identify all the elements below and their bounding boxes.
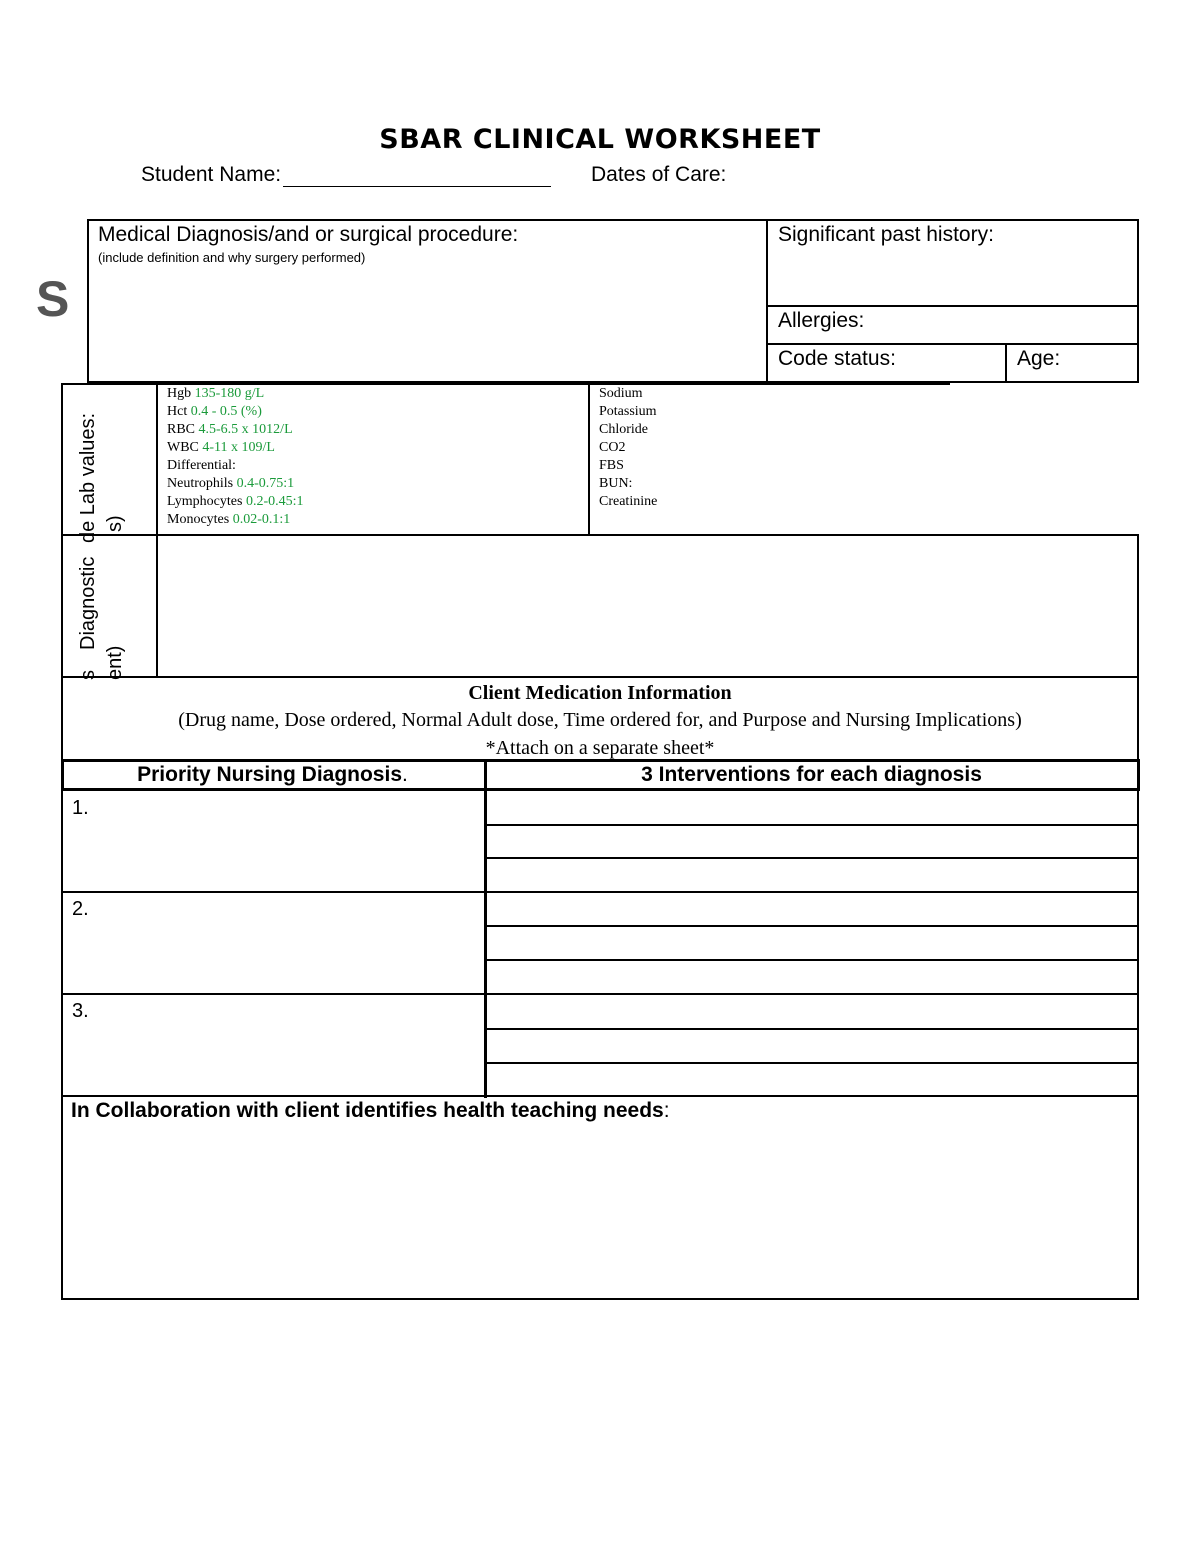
intervention-line: [484, 925, 1139, 927]
student-name-line[interactable]: [283, 164, 551, 187]
left-border: [61, 383, 63, 1298]
intervention-line: [484, 959, 1139, 961]
side-label-lab-values: de Lab values:: [77, 412, 99, 543]
intervention-line: [484, 857, 1139, 859]
lab-row: Differential:: [167, 458, 236, 473]
lab-row: BUN:: [599, 476, 633, 491]
page-title: SBAR CLINICAL WORKSHEET: [379, 124, 821, 155]
dates-of-care-label: Dates of Care:: [591, 163, 727, 186]
col-header-interventions: 3 Interventions for each diagnosis: [641, 763, 982, 786]
medication-detail: (Drug name, Dose ordered, Normal Adult dose, Time ordered for, and Purpose and Nursing Implications): [178, 709, 1022, 731]
divider: [1005, 343, 1007, 383]
lab-row: WBC 4-11 x 109/L: [167, 440, 275, 455]
col-header-diagnosis: Priority Nursing Diagnosis.: [137, 763, 408, 786]
code-status-label: Code status:: [778, 347, 896, 370]
divider: [61, 534, 1139, 536]
lab-row: Neutrophils 0.4-0.75:1: [167, 476, 295, 491]
divider: [61, 993, 1139, 995]
divider: [61, 676, 1139, 678]
medication-attach-note: *Attach on a separate sheet*: [485, 737, 715, 759]
diagnosis-row-2: 2.: [72, 898, 89, 920]
diagnosis-row-1: 1.: [72, 797, 89, 819]
lab-row: Hgb 135-180 g/L: [167, 386, 265, 401]
labs-left-list: [167, 385, 582, 533]
side-label-ent: ent): [104, 645, 126, 680]
side-label-s2: s: [77, 670, 99, 680]
student-name-label: Student Name:: [141, 163, 282, 186]
side-label-s: s): [104, 515, 126, 532]
diagnosis-note: (include definition and why surgery performed): [98, 250, 366, 265]
diagnosis-row-3: 3.: [72, 1000, 89, 1022]
intervention-line: [484, 1028, 1139, 1030]
lab-row: CO2: [599, 440, 626, 455]
divider: [61, 891, 1139, 893]
intervention-line: [484, 1062, 1139, 1064]
situation-letter: S: [36, 271, 70, 327]
past-history-label: Significant past history:: [778, 223, 994, 246]
lab-row: Sodium: [599, 386, 643, 401]
divider: [766, 305, 1139, 307]
lab-row: Chloride: [599, 422, 648, 437]
divider: [588, 383, 590, 534]
divider: [766, 343, 1139, 345]
lab-row: RBC 4.5-6.5 x 1012/L: [167, 422, 293, 437]
divider: [156, 383, 158, 676]
divider: [61, 1095, 1139, 1097]
labs-right-list: [599, 385, 939, 511]
allergies-label: Allergies:: [778, 309, 865, 332]
diagnosis-label: Medical Diagnosis/and or surgical procedure:: [98, 223, 519, 246]
intervention-line: [484, 824, 1139, 826]
age-label: Age:: [1017, 347, 1061, 370]
bottom-border: [61, 1298, 1139, 1300]
lab-row: Hct 0.4 - 0.5 (%): [167, 404, 262, 419]
lab-row: FBS: [599, 458, 624, 473]
side-label-diagnostic: Diagnostic: [77, 556, 99, 650]
medication-heading: Client Medication Information: [468, 682, 732, 704]
teaching-needs-label: In Collaboration with client identifies health teaching needs:: [71, 1099, 670, 1122]
lab-row: Lymphocytes 0.2-0.45:1: [167, 494, 304, 509]
lab-row: Monocytes 0.02-0.1:1: [167, 512, 291, 527]
right-border: [1137, 534, 1139, 1298]
divider: [484, 759, 487, 1098]
student-name-field[interactable]: [141, 163, 551, 187]
lab-row: Potassium: [599, 404, 657, 419]
divider: [766, 219, 768, 383]
lab-row: Creatinine: [599, 494, 658, 509]
